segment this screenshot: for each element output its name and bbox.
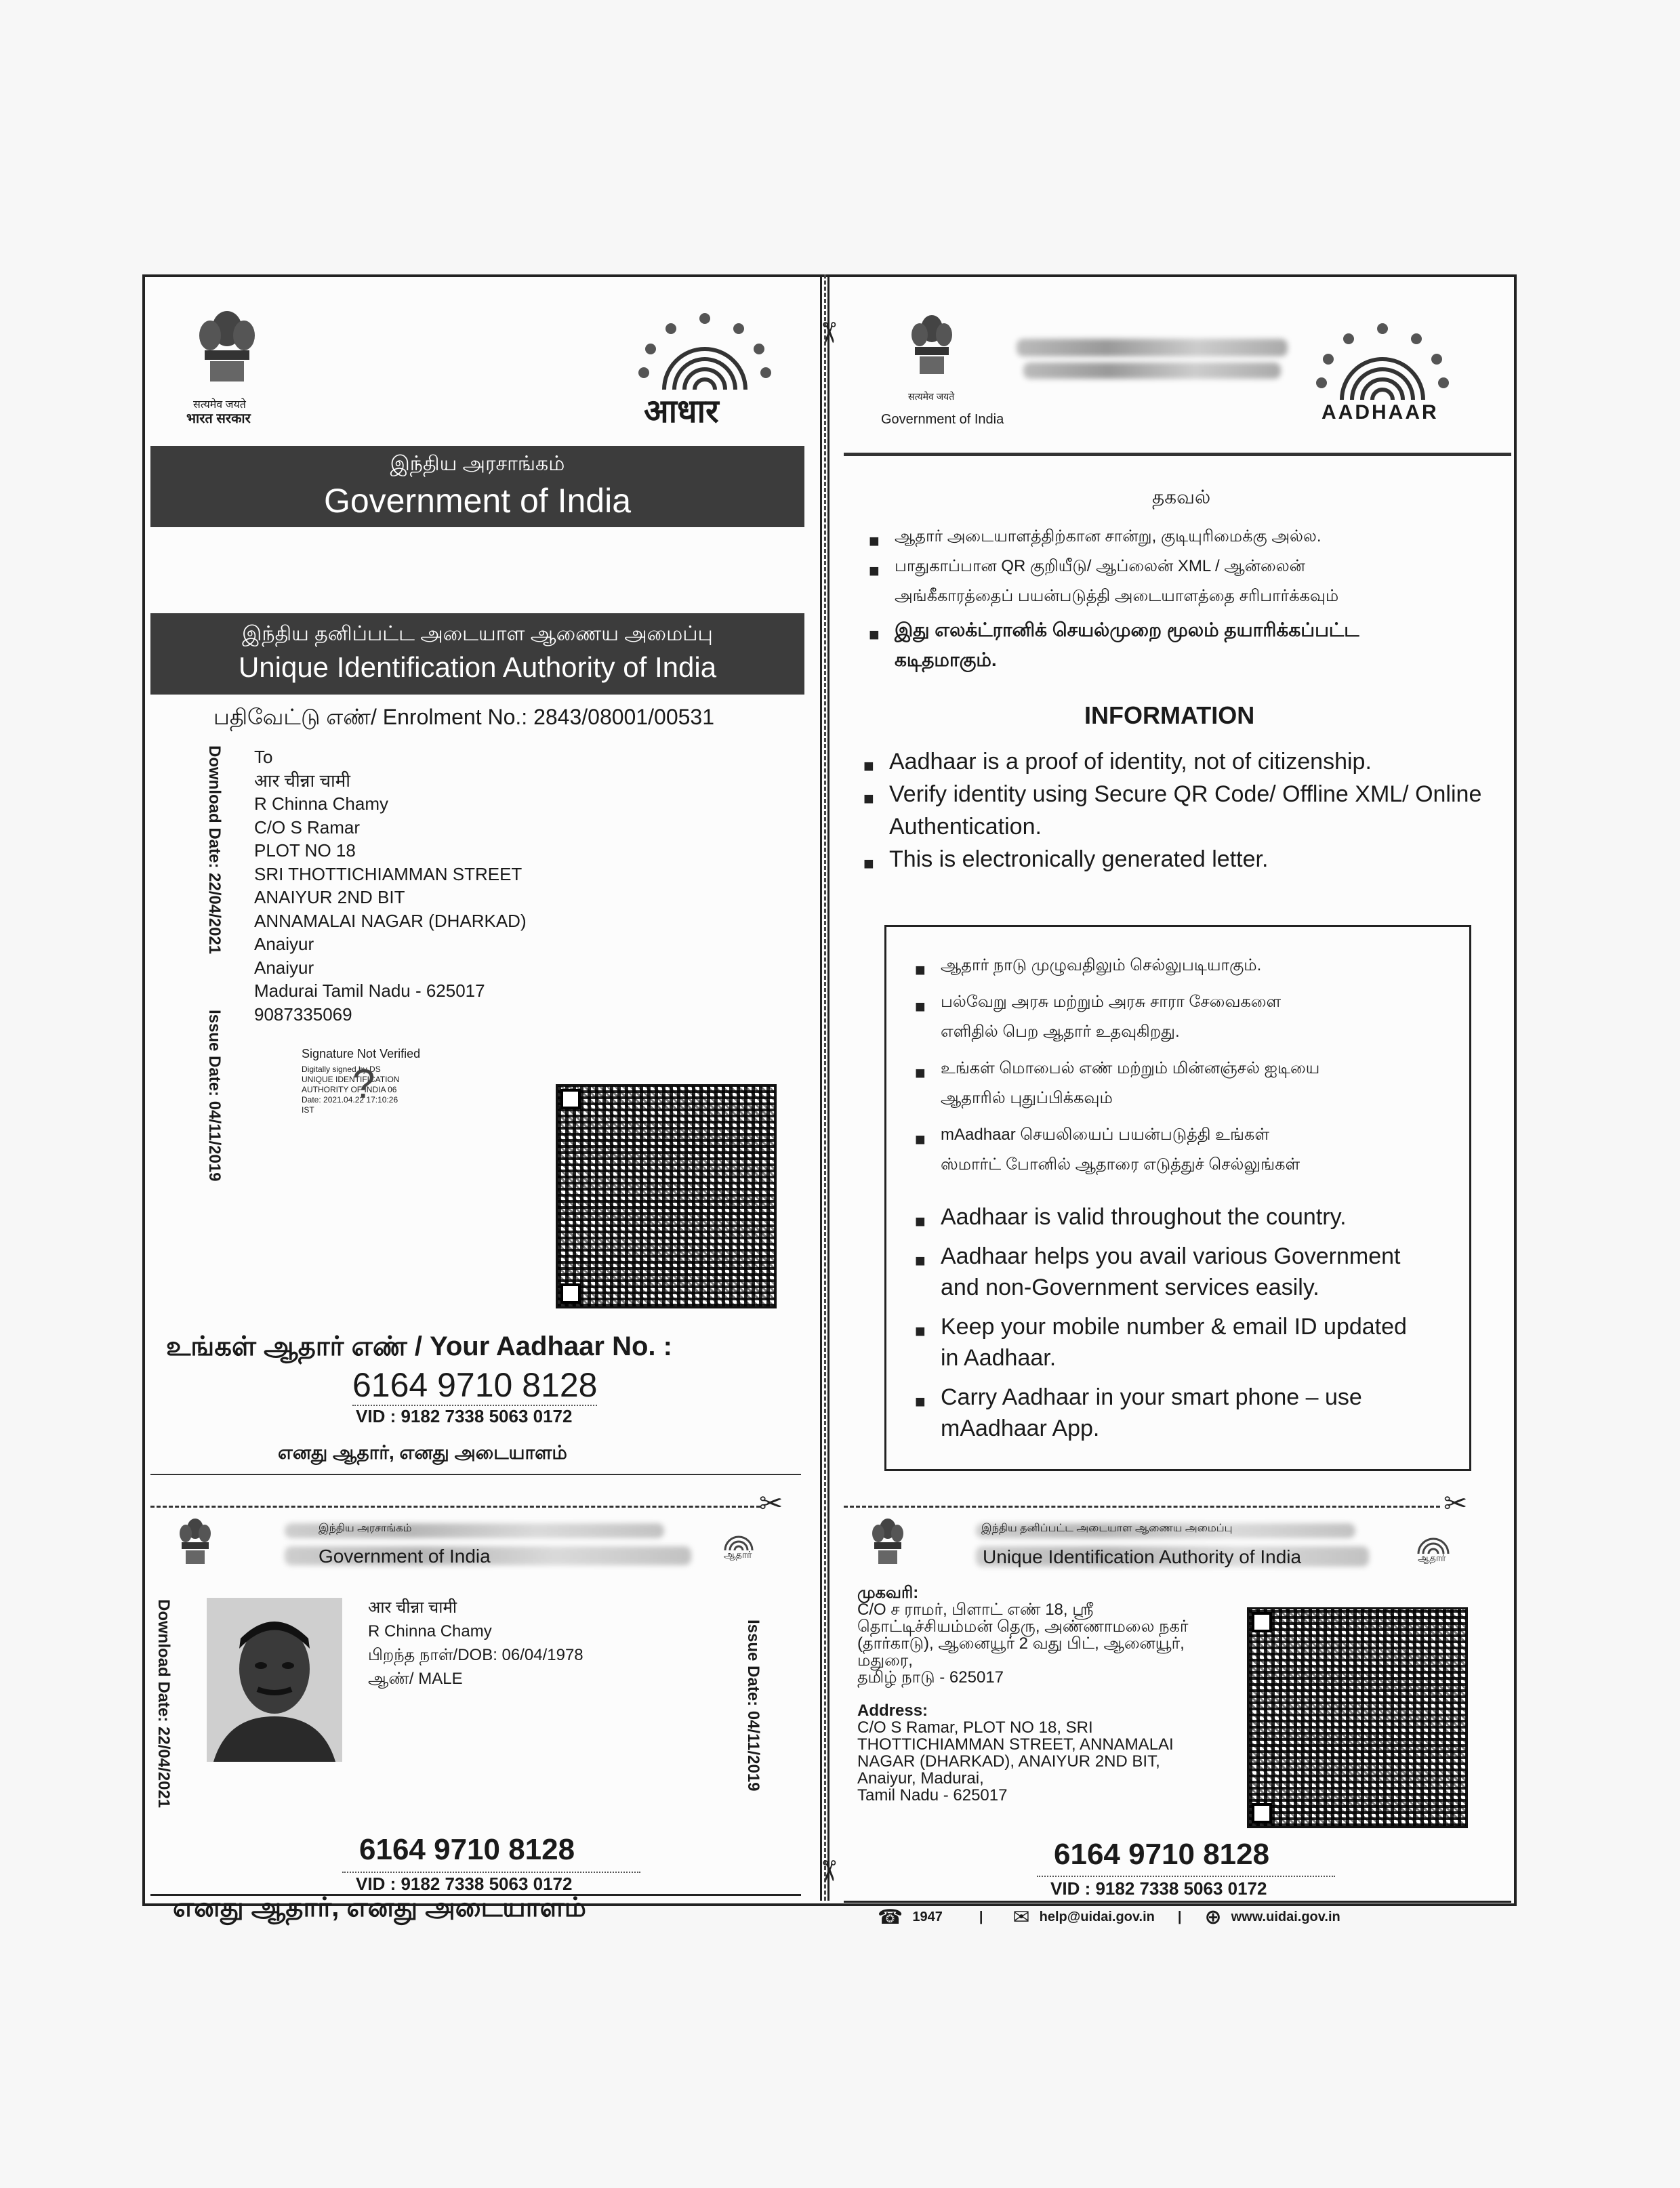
uidai-band xyxy=(150,613,804,695)
address-ta-label: முகவரி: xyxy=(857,1584,919,1602)
address-ta-line: C/O ச ராமர், பிளாட் எண் 18, ஸ்ரீ xyxy=(857,1601,1094,1619)
address-line: Anaiyur xyxy=(254,934,314,954)
card-vid: VID : 9182 7338 5063 0172 xyxy=(356,1874,573,1894)
info-box xyxy=(884,925,1471,1471)
address-ta-line: மதுரை, xyxy=(857,1651,913,1670)
aadhaar-logo-icon xyxy=(623,308,786,430)
box-en-item: mAadhaar App. xyxy=(941,1416,1100,1441)
info-title-en: INFORMATION xyxy=(1084,701,1255,729)
footer-web[interactable]: www.uidai.gov.in xyxy=(1231,1910,1340,1924)
aadhaar-logo-icon xyxy=(712,1518,766,1565)
separator xyxy=(342,1872,640,1873)
box-ta-item: ஆதாரில் புதுப்பிக்கவும் xyxy=(941,1089,1113,1107)
card-band-ta: இந்திய தனிப்பட்ட அடையாள ஆணைய அமைப்பு xyxy=(981,1523,1233,1534)
separator xyxy=(150,1474,801,1475)
gov-band xyxy=(150,446,804,527)
info-ta-item: அங்கீகாரத்தைப் பயன்படுத்தி அடையாளத்தை சரிபார்க்கவும் xyxy=(895,587,1339,605)
address-line: आर चीन्ना चामी xyxy=(254,770,350,791)
box-ta-item: ■ பல்வேறு அரசு மற்றும் அரசு சாரா சேவைகளை xyxy=(941,987,1319,1017)
box-en-item: ■ Aadhaar helps you avail various Government xyxy=(941,1241,1407,1272)
address-line: R Chinna Chamy xyxy=(254,793,388,814)
info-title-ta: தகவல் xyxy=(1152,487,1211,508)
footer-email[interactable]: help@uidai.gov.in xyxy=(1039,1910,1155,1924)
info-en-item: Authentication. xyxy=(889,814,1042,840)
address-line: 9087335069 xyxy=(254,1004,352,1025)
address-line: ANAIYUR 2ND BIT xyxy=(254,887,405,907)
aadhaar-logo-icon xyxy=(1301,318,1464,434)
address-ta-block xyxy=(857,1584,1188,1686)
photo xyxy=(207,1598,342,1762)
scissors-icon: ✂ xyxy=(759,1487,783,1519)
card-name-hi: आर चीन्ना चामी xyxy=(368,1598,457,1617)
card-vid: VID : 9182 7338 5063 0172 xyxy=(1050,1878,1267,1899)
info-ta-item: ■ இது எலக்ட்ரானிக் செயல்முறை மூலம் தயாரிக்கப்பட்ட xyxy=(895,615,1359,645)
box-en-item: ■ Aadhaar is valid throughout the country. xyxy=(941,1201,1407,1233)
info-ta-list xyxy=(895,522,1359,675)
address-line: Madurai Tamil Nadu - 625017 xyxy=(254,981,485,1001)
card-logo-text: ஆதார் xyxy=(1418,1552,1446,1563)
box-en-item: ■ Carry Aadhaar in your smart phone – use xyxy=(941,1382,1407,1413)
footer-phone: 1947 xyxy=(912,1910,943,1924)
signature-line: AUTHORITY OF INDIA 06 xyxy=(302,1085,397,1094)
card-gender: ஆண்/ MALE xyxy=(368,1670,463,1688)
signature-line: Digitally signed by DS xyxy=(302,1065,381,1074)
address-en-line: Anaiyur, Madurai, xyxy=(857,1769,984,1788)
address-en-block xyxy=(857,1702,1174,1804)
box-ta-item: ■ உங்கள் மொபைல் எண் மற்றும் மின்னஞ்சல் ஐடியை xyxy=(941,1054,1319,1083)
address-en-line: THOTTICHIAMMAN STREET, ANNAMALAI xyxy=(857,1735,1174,1754)
box-ta-item: ■ mAadhaar செயலியைப் பயன்படுத்தி உங்கள் xyxy=(941,1120,1319,1150)
aadhaar-logo-icon xyxy=(1403,1521,1464,1569)
address-en-line: Tamil Nadu - 625017 xyxy=(857,1786,1008,1804)
info-en-item: ■ Verify identity using Secure QR Code/ Offline XML/ Online xyxy=(889,778,1481,810)
box-en-item: in Aadhaar. xyxy=(941,1345,1057,1371)
gov-band-ta: இந்திய அரசாங்கம் xyxy=(390,453,565,475)
info-ta-item: கடிதமாகும். xyxy=(895,649,997,670)
card-slogan: எனது ஆதார், எனது அடையாளம் xyxy=(173,1893,586,1922)
address-en-label: Address: xyxy=(857,1701,928,1720)
card-band-en: Unique Identification Authority of India xyxy=(983,1546,1302,1567)
cut-divider xyxy=(820,274,829,1901)
qr-code xyxy=(556,1084,777,1308)
gov-band-en: Government of India xyxy=(323,482,632,520)
scissors-icon: ✂ xyxy=(813,321,845,345)
national-emblem-icon xyxy=(175,1516,216,1571)
box-en-list xyxy=(941,1201,1407,1444)
emblem-motto: सत्यमेव जयते xyxy=(908,391,955,402)
aadhaar-logo-text: आधार xyxy=(644,392,719,430)
redacted-text xyxy=(1017,339,1288,356)
emblem-motto: सत्यमेव जयते xyxy=(193,399,246,411)
cut-line xyxy=(150,1506,760,1508)
address-ta-line: தொட்டிச்சியம்மன் தெரு, அண்ணாமலை நகர் xyxy=(857,1617,1189,1636)
address-ta-line: (தார்காடு), ஆனையூர் 2 வது பிட், ஆனையூர், xyxy=(857,1634,1185,1653)
info-en-item: ■ Aadhaar is a proof of identity, not of citizenship. xyxy=(889,745,1481,778)
signature-line: IST xyxy=(302,1105,314,1115)
question-mark-icon: ? xyxy=(352,1061,375,1107)
national-emblem-icon xyxy=(867,1516,908,1571)
card-name-en: R Chinna Chamy xyxy=(368,1622,492,1640)
box-en-item: ■ Keep your mobile number & email ID updated xyxy=(941,1311,1407,1342)
info-en-list xyxy=(889,745,1481,875)
scissors-icon: ✂ xyxy=(1443,1487,1468,1519)
address-line: C/O S Ramar xyxy=(254,817,361,838)
address-ta-line: தமிழ் நாடு - 625017 xyxy=(857,1668,1004,1687)
header-rule xyxy=(844,453,1511,456)
emblem-caption: भारत सरकार xyxy=(186,411,251,426)
mail-icon: ✉ xyxy=(1012,1906,1030,1928)
card-dob: பிறந்த நாள்/DOB: 06/04/1978 xyxy=(368,1646,583,1664)
address-line: To xyxy=(254,747,273,767)
aadhaar-logo-text: AADHAAR xyxy=(1322,401,1439,424)
address-line: ANNAMALAI NAGAR (DHARKAD) xyxy=(254,910,527,931)
uidai-band-ta: இந்திய தனிப்பட்ட அடையாள ஆணைய அமைப்பு xyxy=(242,623,713,645)
signature-line: Date: 2021.04.22 17:10:26 xyxy=(302,1095,398,1105)
qr-code xyxy=(1247,1607,1468,1828)
card-details xyxy=(368,1596,583,1691)
address-en-line: C/O S Ramar, PLOT NO 18, SRI xyxy=(857,1718,1093,1737)
enrolment-number: பதிவேட்டு எண்/ Enrolment No.: 2843/08001/00531 xyxy=(213,705,715,729)
address-en-line: NAGAR (DHARKAD), ANAIYUR 2ND BIT, xyxy=(857,1752,1160,1771)
download-date: Download Date: 22/04/2021 xyxy=(205,745,224,955)
address-line: Anaiyur xyxy=(254,957,314,978)
info-en-item: ■ This is electronically generated letter. xyxy=(889,843,1481,875)
scissors-icon: ✂ xyxy=(813,1859,845,1883)
separator xyxy=(1037,1876,1335,1877)
card-download-date: Download Date: 22/04/2021 xyxy=(155,1599,173,1809)
national-emblem-icon xyxy=(905,312,959,386)
address-line: PLOT NO 18 xyxy=(254,840,356,861)
phone-icon: ☎ xyxy=(878,1906,903,1928)
globe-icon: ⊕ xyxy=(1204,1906,1222,1928)
uidai-band-en: Unique Identification Authority of India xyxy=(238,651,717,683)
emblem-caption: Government of India xyxy=(881,412,1004,427)
slogan: எனது ஆதார், எனது அடையாளம் xyxy=(278,1442,567,1463)
contact-footer: ☎ 1947 | ✉ help@uidai.gov.in | ⊕ www.uidai.gov.in xyxy=(878,1906,1340,1928)
redacted-text xyxy=(1023,363,1281,379)
card-band-ta: இந்திய அரசாங்கம் xyxy=(319,1523,412,1534)
info-ta-item: ■ பாதுகாப்பான QR குறியீடு/ ஆப்லைன் XML / ஆன்லைன் xyxy=(895,552,1359,581)
card-issue-date: Issue Date: 04/11/2019 xyxy=(744,1619,762,1792)
vid-number: VID : 9182 7338 5063 0172 xyxy=(356,1406,573,1426)
national-emblem-icon xyxy=(190,308,264,396)
info-ta-item: ■ ஆதார் அடையாளத்திற்கான சான்று, குடியுரிமைக்கு அல்ல. xyxy=(895,522,1359,552)
box-ta-item: ஸ்மார்ட் போனில் ஆதாரை எடுத்துச் செல்லுங்கள் xyxy=(941,1155,1300,1174)
card-aadhaar-number: 6164 9710 8128 xyxy=(1054,1838,1270,1871)
your-aadhaar-label: உங்கள் ஆதார் எண் / Your Aadhaar No. : xyxy=(166,1332,672,1361)
address-line: SRI THOTTICHIAMMAN STREET xyxy=(254,863,523,884)
aadhaar-number: 6164 9710 8128 xyxy=(352,1365,597,1406)
cut-line xyxy=(844,1506,1440,1508)
signature-line: UNIQUE IDENTIFICATION xyxy=(302,1075,400,1084)
signature-status: Signature Not Verified xyxy=(302,1047,421,1060)
card-logo-text: ஆதார் xyxy=(724,1549,752,1560)
box-ta-item: எளிதில் பெற ஆதார் உதவுகிறது. xyxy=(941,1023,1180,1041)
issue-date: Issue Date: 04/11/2019 xyxy=(205,1010,224,1182)
box-ta-item: ■ ஆதார் நாடு முழுவதிலும் செல்லுபடியாகும். xyxy=(941,951,1319,981)
card-band-en: Government of India xyxy=(319,1546,491,1567)
separator xyxy=(844,1901,1511,1903)
card-aadhaar-number: 6164 9710 8128 xyxy=(359,1833,575,1866)
box-en-item: and non-Government services easily. xyxy=(941,1275,1319,1300)
address-block xyxy=(254,745,527,1026)
box-ta-list xyxy=(941,951,1319,1180)
